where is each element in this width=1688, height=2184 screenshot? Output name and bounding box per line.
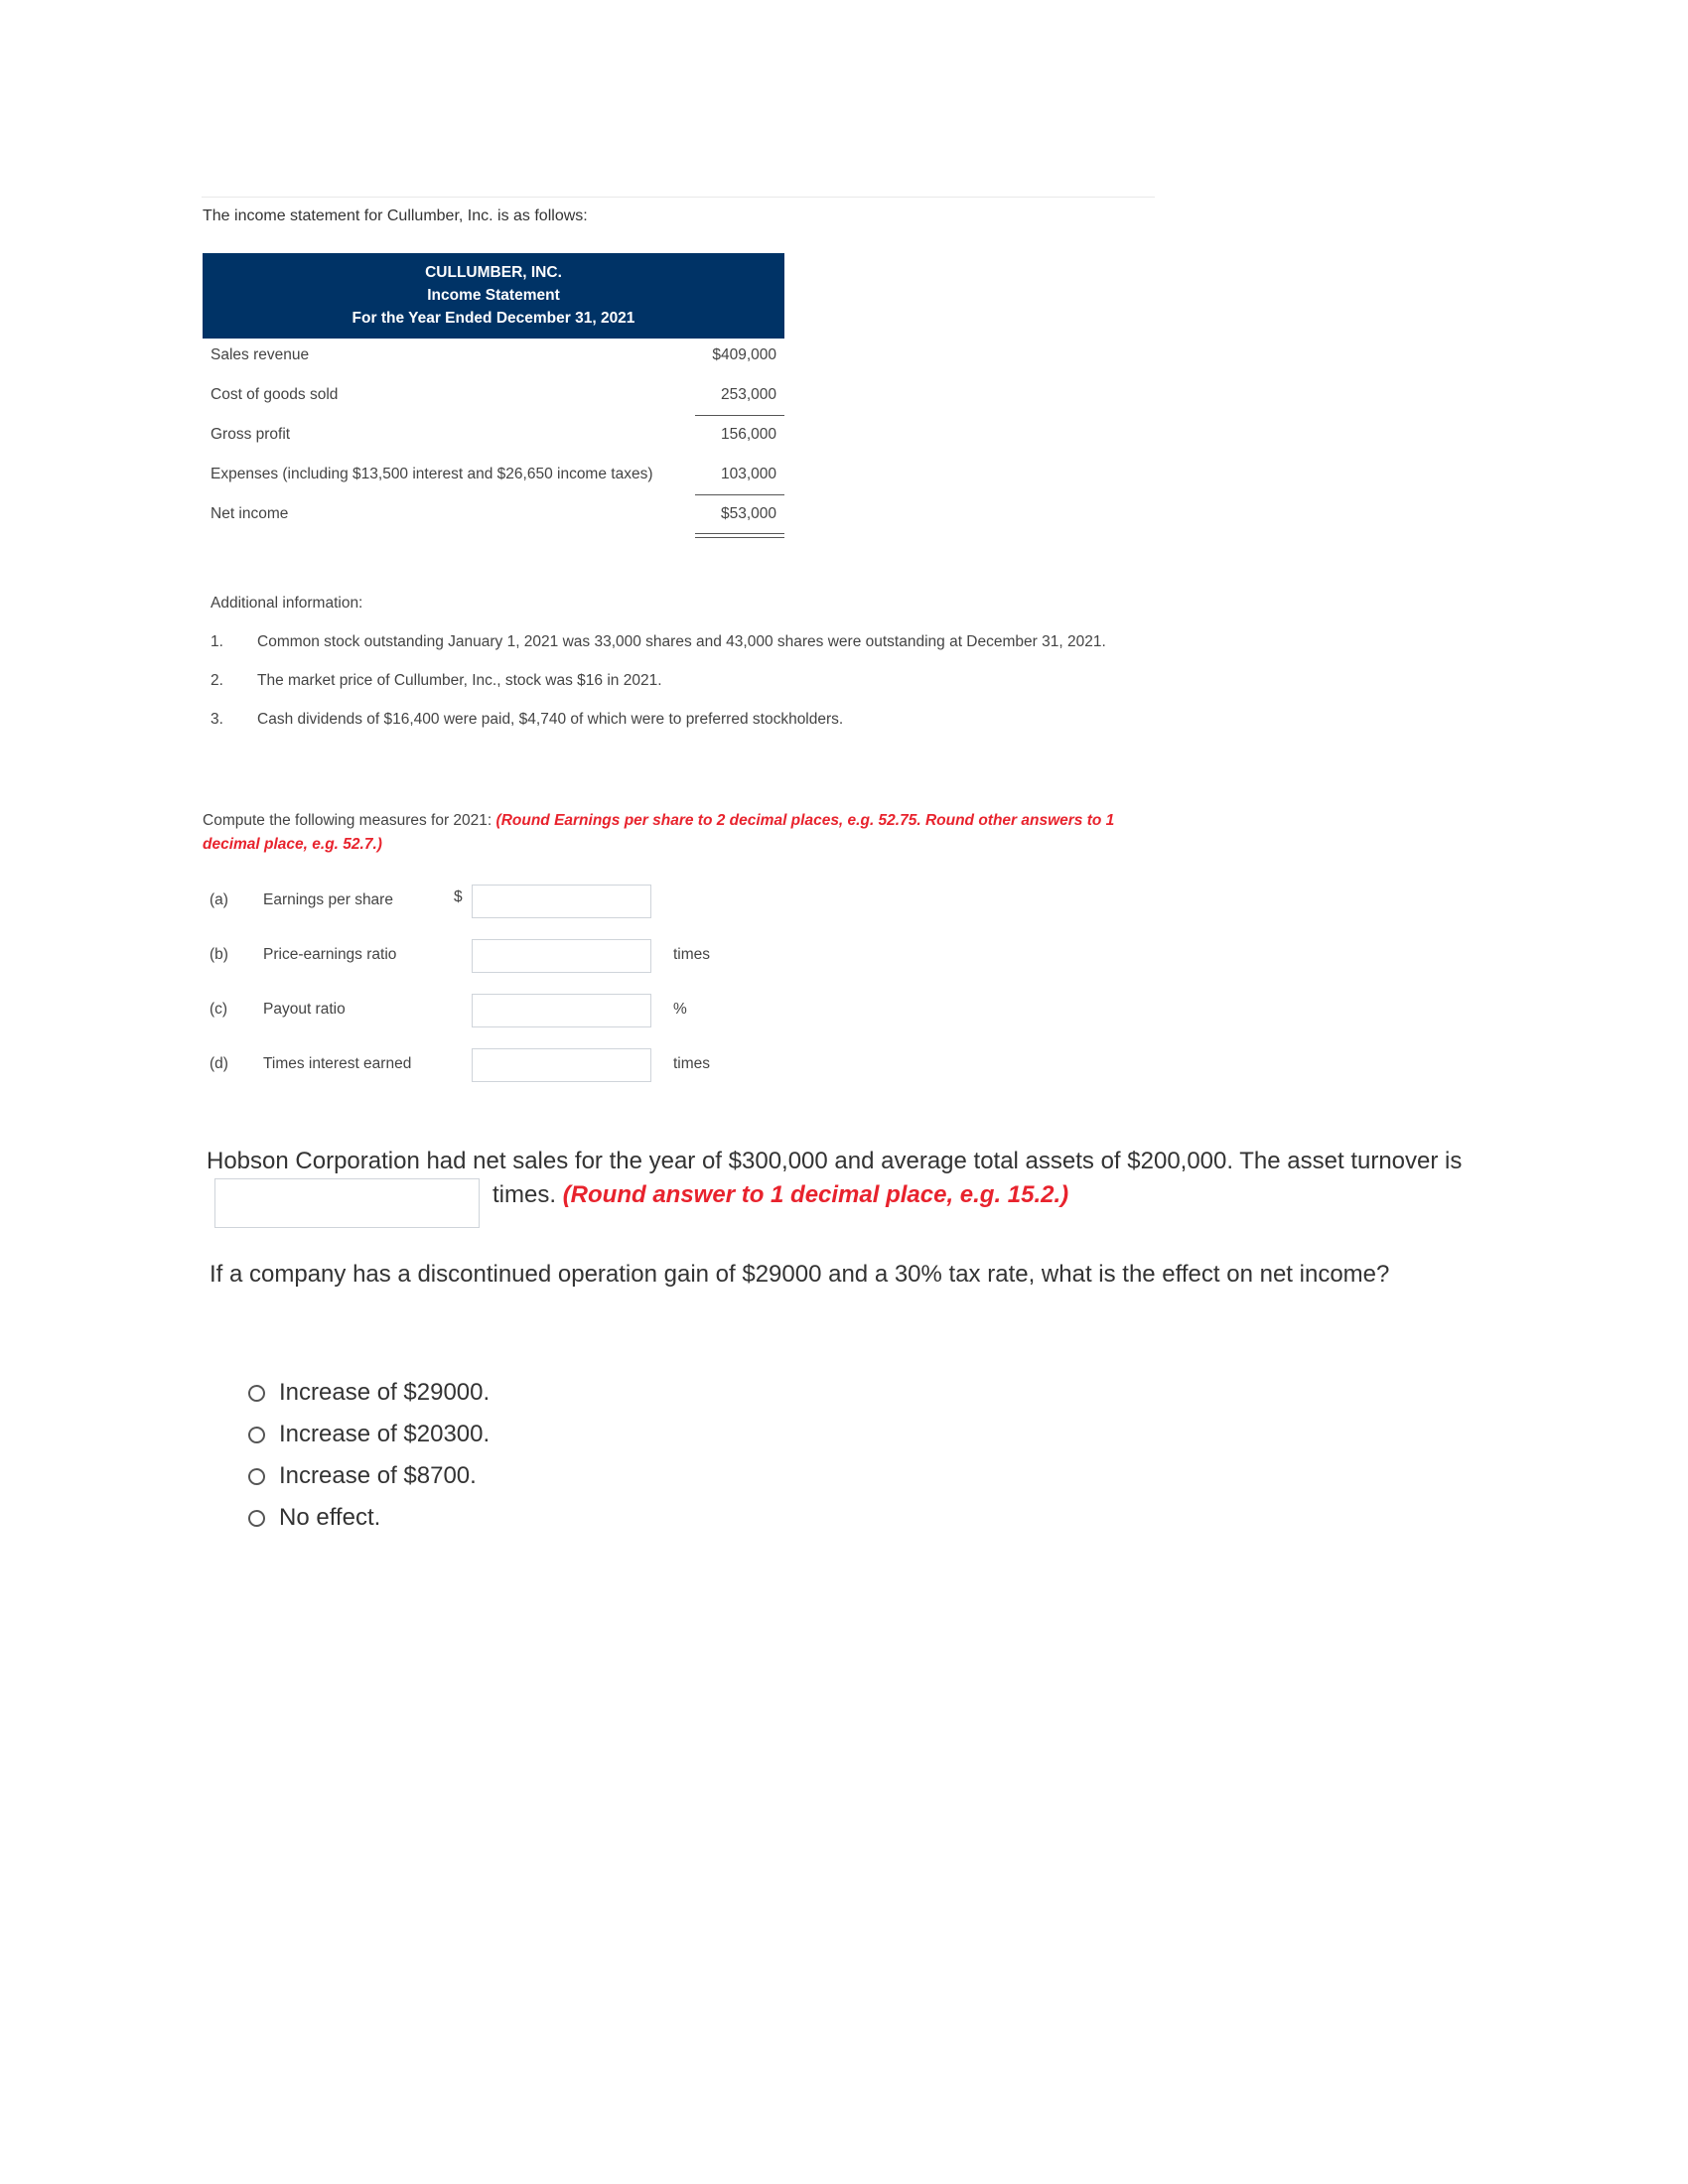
note-number: 1. — [211, 633, 223, 650]
option-label: Increase of $20300. — [279, 1421, 491, 1447]
row-label: Cost of goods sold — [211, 386, 339, 403]
question-label: Payout ratio — [263, 1001, 346, 1018]
radio-icon[interactable] — [248, 1468, 265, 1485]
note-text: The market price of Cullumber, Inc., stock was $16 in 2021. — [257, 672, 662, 689]
hobson-question: Hobson Corporation had net sales for the year of $300,000 and average total assets of $200,000. The asset turnover is — [207, 1148, 1463, 1174]
question-label: Price-earnings ratio — [263, 946, 397, 963]
earnings-per-share-input[interactable] — [472, 885, 651, 918]
times-interest-earned-input[interactable] — [472, 1048, 651, 1082]
option-no-effect[interactable] — [248, 1501, 380, 1535]
note-number: 2. — [211, 672, 223, 689]
total-double-underline-bottom — [695, 537, 784, 538]
option-increase-29000[interactable] — [248, 1376, 490, 1410]
option-increase-20300[interactable] — [248, 1418, 490, 1451]
top-divider — [202, 197, 1155, 198]
row-label: Sales revenue — [211, 346, 310, 363]
statement-row — [211, 376, 784, 416]
intro-text: The income statement for Cullumber, Inc. is as follows: — [203, 207, 588, 224]
question-letter: (c) — [210, 1001, 228, 1018]
question-letter: (b) — [210, 946, 228, 963]
radio-icon[interactable] — [248, 1385, 265, 1402]
question-letter: (a) — [210, 891, 228, 908]
total-double-underline-top — [695, 533, 784, 534]
unit-label: times — [673, 946, 711, 963]
row-value: $53,000 — [720, 505, 776, 522]
payout-ratio-input[interactable] — [472, 994, 651, 1027]
row-value: 156,000 — [720, 426, 776, 443]
statement-row — [211, 495, 784, 535]
statement-title: Income Statement — [427, 287, 560, 304]
compute-text: Compute the following measures for 2021: — [203, 812, 496, 829]
statement-row — [211, 337, 784, 376]
rounding-instruction: (Round Earnings per share to 2 decimal places, e.g. 52.75. Round other answers to 1 decimal place, e.g. 52.7.) — [203, 812, 1115, 853]
radio-icon[interactable] — [248, 1427, 265, 1443]
question-label: Times interest earned — [263, 1055, 412, 1072]
statement-row — [211, 416, 784, 456]
unit-label: times — [673, 1055, 711, 1072]
note-text: Common stock outstanding January 1, 2021 was 33,000 shares and 43,000 shares were outstanding at December 31, 2021. — [257, 633, 1106, 650]
statement-header — [203, 253, 784, 339]
row-label: Net income — [211, 505, 289, 522]
row-label: Gross profit — [211, 426, 291, 443]
radio-icon[interactable] — [248, 1510, 265, 1527]
option-increase-8700[interactable] — [248, 1459, 477, 1493]
option-label: No effect. — [279, 1504, 381, 1531]
option-label: Increase of $8700. — [279, 1462, 477, 1489]
asset-turnover-input[interactable] — [214, 1178, 480, 1228]
compute-instruction — [203, 809, 1156, 857]
hobson-rounding-instruction: (Round answer to 1 decimal place, e.g. 15.2.) — [562, 1181, 1069, 1208]
note-number: 3. — [211, 711, 223, 728]
statement-period: For the Year Ended December 31, 2021 — [352, 310, 635, 327]
question-letter: (d) — [210, 1055, 228, 1072]
price-earnings-ratio-input[interactable] — [472, 939, 651, 973]
hobson-tail — [492, 1181, 1068, 1209]
additional-info-heading: Additional information: — [211, 595, 363, 612]
discontinued-question: If a company has a discontinued operation gain of $29000 and a 30% tax rate, what is the effect on net income? — [210, 1261, 1390, 1288]
row-value: $409,000 — [712, 346, 776, 363]
row-value: 103,000 — [720, 466, 776, 482]
option-label: Increase of $29000. — [279, 1379, 491, 1406]
hobson-unit: times. — [492, 1181, 563, 1208]
row-label: Expenses (including $13,500 interest and $26,650 income taxes) — [211, 466, 653, 482]
unit-label: % — [673, 1001, 687, 1018]
dollar-prefix: $ — [454, 888, 463, 905]
statement-row — [211, 456, 784, 495]
question-label: Earnings per share — [263, 891, 393, 908]
row-value: 253,000 — [720, 386, 776, 403]
company-name: CULLUMBER, INC. — [425, 264, 562, 281]
note-text: Cash dividends of $16,400 were paid, $4,740 of which were to preferred stockholders. — [257, 711, 844, 728]
